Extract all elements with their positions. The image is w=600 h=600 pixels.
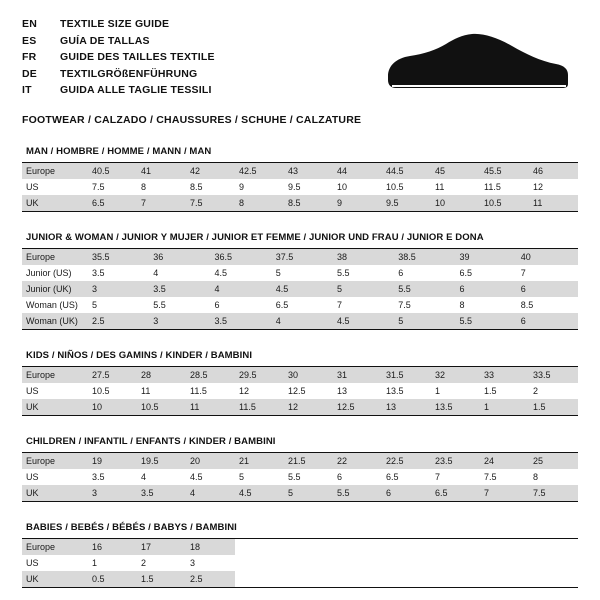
size-cell: 13.5	[386, 386, 404, 396]
language-code: IT	[22, 84, 32, 96]
size-cell: 11	[141, 386, 151, 396]
size-cell: 4	[186, 485, 235, 501]
row-label: US	[26, 182, 39, 192]
size-group-title: CHILDREN / INFANTIL / ENFANTS / KINDER / BAMBINI	[22, 436, 578, 453]
size-cell: 28	[137, 367, 186, 383]
size-cell: 4.5	[190, 472, 203, 482]
size-cell	[235, 539, 284, 555]
size-cell: 5.5	[333, 485, 382, 501]
group-divider	[22, 211, 578, 212]
size-cell: 12	[239, 386, 250, 396]
size-cell: 10.5	[386, 182, 404, 192]
size-cell: 31.5	[382, 367, 431, 383]
size-cell: 38.5	[394, 249, 455, 265]
size-cell: 5	[239, 472, 245, 482]
size-cell: 5	[92, 300, 98, 310]
table-row	[22, 367, 578, 383]
size-cell: 3.5	[149, 281, 210, 297]
size-cell: 23.5	[431, 453, 480, 469]
table-row	[22, 265, 578, 281]
size-cell: 21	[235, 453, 284, 469]
size-cell	[284, 555, 333, 571]
size-cell: 5.5	[394, 281, 455, 297]
size-table	[22, 453, 578, 501]
size-cell: 20	[186, 453, 235, 469]
dress-shoe-icon	[380, 30, 570, 102]
table-row	[22, 281, 578, 297]
size-cell: 30	[284, 367, 333, 383]
table-row	[22, 383, 578, 399]
size-cell: 8.5	[190, 182, 203, 192]
size-cell: 10	[88, 399, 137, 415]
size-cell: 7.5	[529, 485, 578, 501]
table-row	[22, 571, 578, 587]
size-cell: 44	[333, 163, 382, 179]
size-cell: 36.5	[211, 249, 272, 265]
size-cell: 40.5	[88, 163, 137, 179]
size-cell: 3.5	[92, 268, 105, 278]
size-cell	[333, 539, 382, 555]
size-cell	[382, 571, 431, 587]
table-row	[22, 313, 578, 329]
size-cell	[333, 571, 382, 587]
size-cell: 5	[284, 485, 333, 501]
size-cell: 3	[190, 558, 196, 568]
size-cell: 41	[137, 163, 186, 179]
size-cell: 1.5	[137, 571, 186, 587]
size-table	[22, 163, 578, 211]
size-cell: 9.5	[288, 182, 301, 192]
size-cell: 4.5	[214, 268, 228, 278]
size-cell: 6.5	[275, 300, 289, 310]
size-cell: 17	[137, 539, 186, 555]
row-label: UK	[22, 485, 88, 501]
row-label: Europe	[22, 249, 88, 265]
size-cell: 42.5	[235, 163, 284, 179]
size-cell: 40	[517, 249, 578, 265]
size-cell: 28.5	[186, 367, 235, 383]
size-cell: 6	[456, 281, 517, 297]
size-cell	[529, 539, 578, 555]
row-label: US	[26, 386, 39, 396]
size-cell: 1.5	[529, 399, 578, 415]
size-cell: 6.5	[431, 485, 480, 501]
language-code: ES	[22, 34, 37, 47]
size-cell: 8	[533, 472, 539, 482]
language-title: GUÍA DE TALLAS	[60, 34, 150, 47]
size-cell: 3	[88, 281, 149, 297]
size-cell: 4	[141, 472, 147, 482]
size-cell: 9	[333, 195, 382, 211]
size-cell: 29.5	[235, 367, 284, 383]
size-cell: 31	[333, 367, 382, 383]
size-cell: 38	[333, 249, 394, 265]
table-row	[22, 249, 578, 265]
size-cell	[284, 539, 333, 555]
size-cell	[382, 555, 431, 571]
row-label: Europe	[22, 367, 88, 383]
size-cell: 1	[92, 558, 98, 568]
size-cell: 13	[382, 399, 431, 415]
size-group-title: MAN / HOMBRE / HOMME / MANN / MAN	[22, 146, 578, 163]
table-row	[22, 453, 578, 469]
size-cell	[480, 571, 529, 587]
language-title: GUIDA ALLE TAGLIE TESSILI	[60, 84, 212, 96]
table-row	[22, 195, 578, 211]
table-row	[22, 179, 578, 195]
size-cell: 21.5	[284, 453, 333, 469]
size-cell: 3.5	[211, 313, 272, 329]
size-cell: 12.5	[333, 399, 382, 415]
size-cell: 10.5	[480, 195, 529, 211]
size-cell	[431, 555, 480, 571]
table-row	[22, 469, 578, 485]
table-row	[22, 555, 578, 571]
row-label: Europe	[22, 163, 88, 179]
row-label: Europe	[22, 539, 88, 555]
size-cell: 44.5	[382, 163, 431, 179]
group-divider	[22, 587, 578, 588]
size-cell: 5	[333, 281, 394, 297]
size-cell: 9.5	[382, 195, 431, 211]
size-cell: 24	[480, 453, 529, 469]
language-code: EN	[22, 18, 37, 30]
row-label: US	[26, 558, 39, 568]
size-cell: 10	[337, 182, 348, 192]
size-group-title: BABIES / BEBÉS / BÉBÉS / BABYS / BAMBINI	[22, 522, 578, 539]
language-code: DE	[22, 67, 37, 80]
size-cell: 25	[529, 453, 578, 469]
size-tables-container	[22, 146, 578, 588]
row-label: UK	[22, 571, 88, 587]
size-cell: 35.5	[88, 249, 149, 265]
size-cell: 11.5	[235, 399, 284, 415]
group-divider	[22, 415, 578, 416]
size-group	[22, 232, 578, 330]
size-cell: 11	[529, 195, 578, 211]
size-cell: 8.5	[284, 195, 333, 211]
size-cell: 4.5	[272, 281, 333, 297]
size-cell: 10.5	[137, 399, 186, 415]
size-cell: 45	[431, 163, 480, 179]
row-label: Europe	[22, 453, 88, 469]
size-cell: 19	[88, 453, 137, 469]
size-cell: 7.5	[484, 472, 497, 482]
size-cell: 45.5	[480, 163, 529, 179]
size-cell: 1	[480, 399, 529, 415]
size-cell	[431, 571, 480, 587]
size-table	[22, 249, 578, 329]
size-cell: 8.5	[520, 300, 534, 310]
row-label: Woman (UK)	[22, 313, 88, 329]
row-label: Junior (US)	[26, 268, 72, 278]
size-cell: 11.5	[484, 182, 501, 192]
size-group	[22, 522, 578, 588]
size-cell: 13	[337, 386, 348, 396]
size-cell: 3	[149, 313, 210, 329]
size-cell: 33.5	[529, 367, 578, 383]
size-cell: 39	[456, 249, 517, 265]
size-cell: 2	[141, 558, 147, 568]
size-cell	[235, 555, 284, 571]
size-cell: 11	[186, 399, 235, 415]
size-cell: 6	[398, 268, 404, 278]
document-header	[22, 18, 578, 104]
size-cell: 32	[431, 367, 480, 383]
table-row	[22, 399, 578, 415]
table-row	[22, 539, 578, 555]
footwear-heading: FOOTWEAR / CALZADO / CHAUSSURES / SCHUHE / CALZATURE	[22, 114, 362, 126]
size-cell	[529, 571, 578, 587]
language-title: TEXTILE SIZE GUIDE	[60, 18, 170, 30]
table-row	[22, 485, 578, 501]
size-cell: 5	[275, 268, 281, 278]
size-cell: 22	[333, 453, 382, 469]
size-cell: 7	[435, 472, 441, 482]
size-cell: 5.5	[288, 472, 301, 482]
size-cell: 6.5	[386, 472, 399, 482]
size-cell: 6	[517, 281, 578, 297]
size-cell: 1	[435, 386, 441, 396]
size-cell: 7	[337, 300, 343, 310]
size-cell: 16	[88, 539, 137, 555]
size-cell: 1.5	[484, 386, 497, 396]
size-cell: 13.5	[431, 399, 480, 415]
size-cell: 12.5	[288, 386, 306, 396]
size-cell: 3.5	[137, 485, 186, 501]
row-label: Junior (UK)	[22, 281, 88, 297]
size-group	[22, 436, 578, 502]
size-cell: 7.5	[186, 195, 235, 211]
size-cell: 12	[284, 399, 333, 415]
size-group-title: KIDS / NIÑOS / DES GAMINS / KINDER / BAMBINI	[22, 350, 578, 367]
size-cell: 36	[149, 249, 210, 265]
size-group	[22, 350, 578, 416]
group-divider	[22, 329, 578, 330]
size-cell: 4	[211, 281, 272, 297]
size-cell: 33	[480, 367, 529, 383]
size-cell: 6	[517, 313, 578, 329]
size-cell: 6.5	[459, 268, 473, 278]
language-code: FR	[22, 51, 37, 63]
size-cell	[382, 539, 431, 555]
table-row	[22, 297, 578, 313]
size-cell: 27.5	[88, 367, 137, 383]
row-label: Woman (US)	[26, 300, 78, 310]
size-cell: 2.5	[88, 313, 149, 329]
table-row	[22, 163, 578, 179]
size-cell: 37.5	[272, 249, 333, 265]
size-cell: 7	[480, 485, 529, 501]
size-cell	[284, 571, 333, 587]
size-table	[22, 539, 578, 587]
size-cell: 42	[186, 163, 235, 179]
size-cell: 9	[239, 182, 245, 192]
size-cell: 8	[141, 182, 147, 192]
size-cell: 6	[337, 472, 343, 482]
size-group-title: JUNIOR & WOMAN / JUNIOR Y MUJER / JUNIOR ET FEMME / JUNIOR UND FRAU / JUNIOR E DONA	[22, 232, 578, 249]
language-title: GUIDE DES TAILLES TEXTILE	[60, 51, 215, 63]
size-cell: 0.5	[88, 571, 137, 587]
language-title: TEXTILGRÖßENFÜHRUNG	[60, 67, 198, 80]
size-cell: 7	[520, 268, 526, 278]
size-cell: 6.5	[88, 195, 137, 211]
row-label: UK	[22, 195, 88, 211]
size-cell: 4	[272, 313, 333, 329]
size-cell: 6	[214, 300, 220, 310]
size-cell: 4	[153, 268, 159, 278]
size-cell: 10.5	[92, 386, 110, 396]
size-cell: 2	[533, 386, 539, 396]
size-cell	[235, 571, 284, 587]
size-cell: 4.5	[235, 485, 284, 501]
size-cell: 5.5	[337, 268, 350, 278]
size-cell	[529, 555, 578, 571]
size-cell: 7	[137, 195, 186, 211]
size-cell: 12	[533, 182, 544, 192]
size-cell: 4.5	[333, 313, 394, 329]
size-cell: 8	[235, 195, 284, 211]
size-cell: 11	[435, 182, 445, 192]
size-cell: 6	[382, 485, 431, 501]
size-group	[22, 146, 578, 212]
size-cell	[431, 539, 480, 555]
size-cell	[333, 555, 382, 571]
size-cell: 2.5	[186, 571, 235, 587]
size-cell: 7.5	[92, 182, 105, 192]
row-label: UK	[22, 399, 88, 415]
row-label: US	[26, 472, 39, 482]
size-cell: 18	[186, 539, 235, 555]
size-cell	[480, 555, 529, 571]
size-cell: 5	[394, 313, 455, 329]
size-cell: 11.5	[190, 386, 207, 396]
size-cell: 3	[88, 485, 137, 501]
size-cell: 5.5	[456, 313, 517, 329]
size-cell: 46	[529, 163, 578, 179]
size-table	[22, 367, 578, 415]
group-divider	[22, 501, 578, 502]
size-cell: 5.5	[153, 300, 166, 310]
size-cell: 3.5	[92, 472, 105, 482]
size-cell: 8	[459, 300, 465, 310]
size-cell: 10	[431, 195, 480, 211]
size-cell: 19.5	[137, 453, 186, 469]
size-cell	[480, 539, 529, 555]
size-cell: 7.5	[398, 300, 411, 310]
size-cell: 43	[284, 163, 333, 179]
size-cell: 22.5	[382, 453, 431, 469]
